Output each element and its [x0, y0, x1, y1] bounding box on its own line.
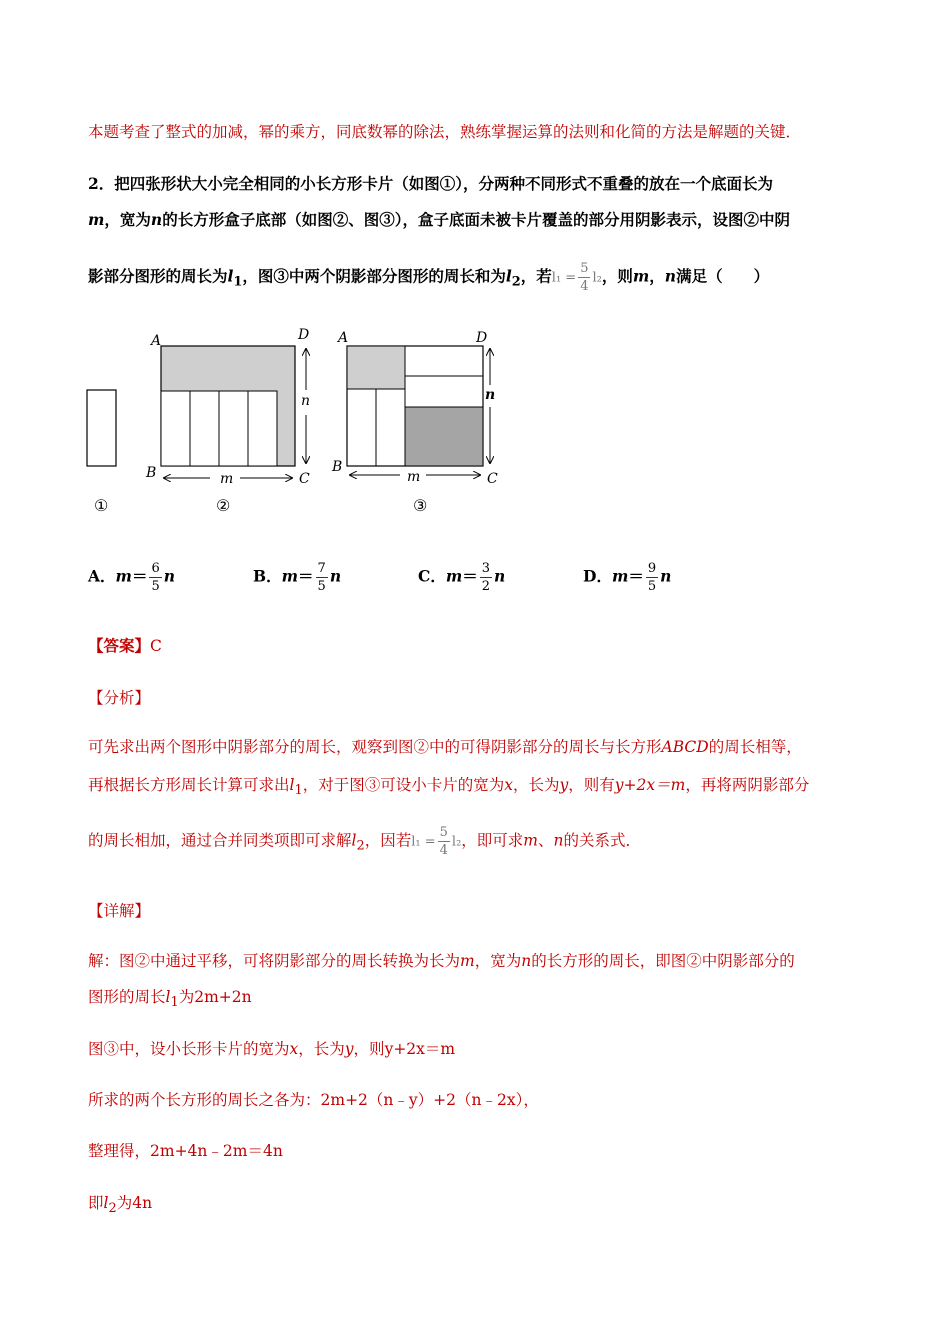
option-d-tail: n — [660, 566, 672, 586]
analysis-text-2c: ，长为 — [512, 776, 560, 794]
detail-text-2b: 为 — [178, 988, 195, 1006]
detail-n: n — [521, 952, 532, 970]
condition-rhs: l₂ — [592, 270, 602, 286]
fig3-shade-top-left — [347, 346, 405, 389]
intro-line — [88, 120, 801, 142]
analysis-text-1-end: 的周长相等， — [708, 738, 802, 756]
answer-line — [88, 634, 162, 656]
detail-text-3a: 图③中，设小长形卡片的宽为 — [88, 1040, 290, 1058]
fig2-label-m: m — [220, 471, 234, 487]
label-fig1: ① — [94, 496, 109, 515]
condition-fraction — [578, 262, 590, 293]
option-d-eq: ＝ — [628, 566, 644, 586]
detail-label: 【详解】 — [88, 902, 151, 920]
analysis-label-line — [88, 686, 150, 708]
analysis-text-3e: 的关系式． — [563, 831, 642, 850]
analysis-text-2d: ，则有 — [568, 776, 615, 794]
var-l1: l — [227, 266, 234, 286]
fig2-label-n: n — [301, 393, 311, 409]
detail-line-2 — [88, 985, 252, 1010]
analysis-abcd: ABCD — [661, 738, 709, 756]
analysis-y: y — [559, 776, 569, 794]
analysis-cond-den: 4 — [439, 843, 448, 858]
analysis-sub1: 1 — [294, 783, 303, 799]
analysis-cond-num: 5 — [439, 825, 448, 840]
fig3-shade-bottom-right — [405, 407, 483, 466]
option-a-letter: A． — [88, 566, 116, 586]
option-c-fraction — [480, 562, 492, 593]
option-d-letter: D． — [583, 566, 612, 586]
detail-text-3b: ，长为 — [298, 1040, 345, 1058]
question-text-3e: 满足（ ） — [676, 266, 770, 286]
detail-eq-4: 2m+2（n﹣y）+2（n﹣2x）， — [320, 1091, 539, 1109]
option-b-fraction — [316, 562, 328, 593]
fig3-label-n: n — [485, 387, 496, 403]
analysis-text-3d: 、 — [538, 831, 554, 850]
detail-l2: l — [103, 1194, 109, 1212]
analysis-m: m — [523, 831, 538, 850]
detail-line-5 — [88, 1139, 283, 1161]
fig2-label-B: B — [146, 465, 157, 481]
sub-1: 1 — [233, 274, 243, 290]
fig3-label-B: B — [332, 459, 343, 475]
fig3-label-m: m — [407, 469, 421, 485]
detail-text-5a: 整理得， — [88, 1142, 151, 1160]
option-c — [418, 562, 505, 593]
var-m2: m — [632, 266, 650, 286]
detail-eq-3: y+2x＝m — [384, 1040, 456, 1058]
question-text-3c: ，若 — [520, 266, 552, 286]
option-a-tail: n — [163, 566, 176, 586]
question-text-3d: ，则 — [601, 266, 633, 286]
analysis-text-3b: ，因若 — [364, 831, 412, 850]
detail-text-1c: 的长方形的周长，即图②中阴影部分的 — [531, 952, 795, 970]
option-a-den: 5 — [151, 579, 160, 594]
option-c-letter: C． — [418, 566, 446, 586]
detail-sub1: 1 — [170, 995, 179, 1011]
analysis-cond-lhs: l₁ = — [411, 834, 436, 850]
fig2-label-C: C — [299, 471, 310, 487]
detail-y: y — [344, 1040, 354, 1058]
fig2-label-A: A — [151, 333, 162, 349]
detail-x: x — [289, 1040, 299, 1058]
detail-text-4a: 所求的两个长方形的周长之各为： — [88, 1091, 321, 1109]
analysis-eq: y+2x＝m — [614, 776, 686, 794]
detail-eq-6: 4n — [132, 1194, 153, 1212]
question-text-2b: ，宽为 — [104, 210, 151, 229]
option-c-var: m — [445, 566, 463, 586]
option-a-var: m — [115, 566, 132, 586]
comma: ， — [649, 266, 665, 286]
detail-text-2a: 图形的周长 — [88, 988, 166, 1006]
detail-line-3 — [88, 1037, 455, 1059]
option-a — [88, 562, 175, 593]
question-text-2d: 的长方形盒子底部（如图②、图③），盒子底面未被卡片覆盖的部分用阴影表示，设图②中阴 — [162, 210, 790, 229]
intro-text: 本题考查了整式的加减，幂的乘方，同底数幂的除法，熟练掌握运算的法则和化简的方法是解题的关键． — [88, 123, 802, 141]
detail-sub2: 2 — [108, 1201, 117, 1217]
analysis-text-3a: 的周长相加，通过合并同类项即可求解 — [88, 831, 352, 850]
analysis-cond-fraction — [438, 826, 450, 857]
analysis-label: 【分析】 — [88, 689, 151, 707]
option-a-fraction — [149, 562, 161, 593]
option-b-tail: n — [329, 566, 342, 586]
question-line-3 — [88, 262, 769, 293]
detail-eq-5: 2m+4n﹣2m＝4n — [150, 1142, 283, 1160]
cond-den: 4 — [580, 279, 589, 294]
label-fig3: ③ — [413, 496, 428, 515]
fig2-label-D: D — [298, 327, 310, 343]
analysis-sub2: 2 — [356, 838, 365, 854]
fig3-label-C: C — [487, 471, 498, 487]
analysis-text-2e: ，再将两阴影部分 — [685, 776, 810, 794]
analysis-line-3 — [88, 826, 641, 857]
detail-line-1 — [88, 949, 795, 971]
analysis-cond-rhs: l₂ — [451, 834, 462, 850]
analysis-text-1: 可先求出两个图形中阴影部分的周长，观察到图②中的可得阴影部分的周长与长方形 — [88, 738, 662, 756]
option-b — [253, 562, 341, 593]
option-a-num: 6 — [151, 561, 160, 576]
answer-label: 【答案】 — [88, 636, 151, 655]
detail-text-6b: 为 — [116, 1194, 133, 1212]
analysis-l1: l — [289, 776, 295, 794]
option-d-fraction — [646, 562, 658, 593]
sub-2: 2 — [511, 274, 521, 290]
var-n: n — [150, 210, 163, 229]
option-d-num: 9 — [647, 561, 657, 576]
detail-line-6 — [88, 1191, 152, 1216]
question-text-3a: 影部分图形的周长为 — [88, 266, 228, 286]
option-b-var: m — [281, 566, 299, 586]
option-d — [583, 562, 671, 593]
figure — [80, 325, 520, 520]
question-text-3b: ，图③中两个阴影部分图形的周长和为 — [242, 266, 506, 286]
option-d-den: 5 — [647, 579, 657, 594]
condition-lhs: l₁ = — [551, 270, 577, 286]
fig3-label-D: D — [476, 330, 488, 346]
detail-m: m — [460, 952, 475, 970]
analysis-text-2b: ，对于图③可设小卡片的宽为 — [302, 776, 505, 794]
var-l2: l — [505, 266, 512, 286]
option-d-var: m — [611, 566, 629, 586]
option-b-eq: ＝ — [298, 566, 314, 586]
var-m: m — [88, 210, 105, 229]
analysis-x: x — [504, 776, 513, 794]
detail-eq-2: 2m+2n — [194, 988, 252, 1006]
option-c-eq: ＝ — [462, 566, 478, 586]
option-b-den: 5 — [317, 579, 326, 594]
analysis-line-1 — [88, 735, 802, 757]
option-c-den: 2 — [481, 579, 491, 594]
option-b-num: 7 — [317, 561, 326, 576]
answer-value: C — [150, 637, 162, 655]
card-rect — [87, 390, 116, 466]
detail-text-6a: 即 — [88, 1194, 104, 1212]
label-fig2: ② — [216, 496, 231, 515]
question-number: 2． — [88, 174, 115, 193]
detail-line-4 — [88, 1088, 539, 1110]
option-a-eq: ＝ — [131, 566, 148, 586]
option-c-tail: n — [494, 566, 506, 586]
analysis-n: n — [553, 831, 564, 850]
fig3-label-A: A — [338, 330, 349, 346]
analysis-l2: l — [351, 831, 357, 850]
analysis-line-2 — [88, 773, 809, 798]
detail-l1: l — [165, 988, 171, 1006]
detail-label-line — [88, 899, 150, 921]
question-text-1: 把四张形状大小完全相同的小长方形卡片（如图①），分两种不同形式不重叠的放在一个底面长为 — [114, 174, 774, 193]
analysis-text-2a: 再根据长方形周长计算可求出 — [88, 776, 290, 794]
option-c-num: 3 — [481, 561, 491, 576]
question-line-2 — [88, 208, 790, 230]
detail-text-1b: ，宽为 — [474, 952, 522, 970]
option-b-letter: B． — [253, 566, 282, 586]
detail-text-1a: 解：图②中通过平移，可将阴影部分的周长转换为长为 — [88, 952, 461, 970]
analysis-text-3c: ，即可求 — [461, 831, 524, 850]
question-line-1 — [88, 172, 773, 194]
detail-text-3c: ，则 — [353, 1040, 385, 1058]
cond-num: 5 — [580, 261, 589, 276]
var-n2: n — [664, 266, 677, 286]
